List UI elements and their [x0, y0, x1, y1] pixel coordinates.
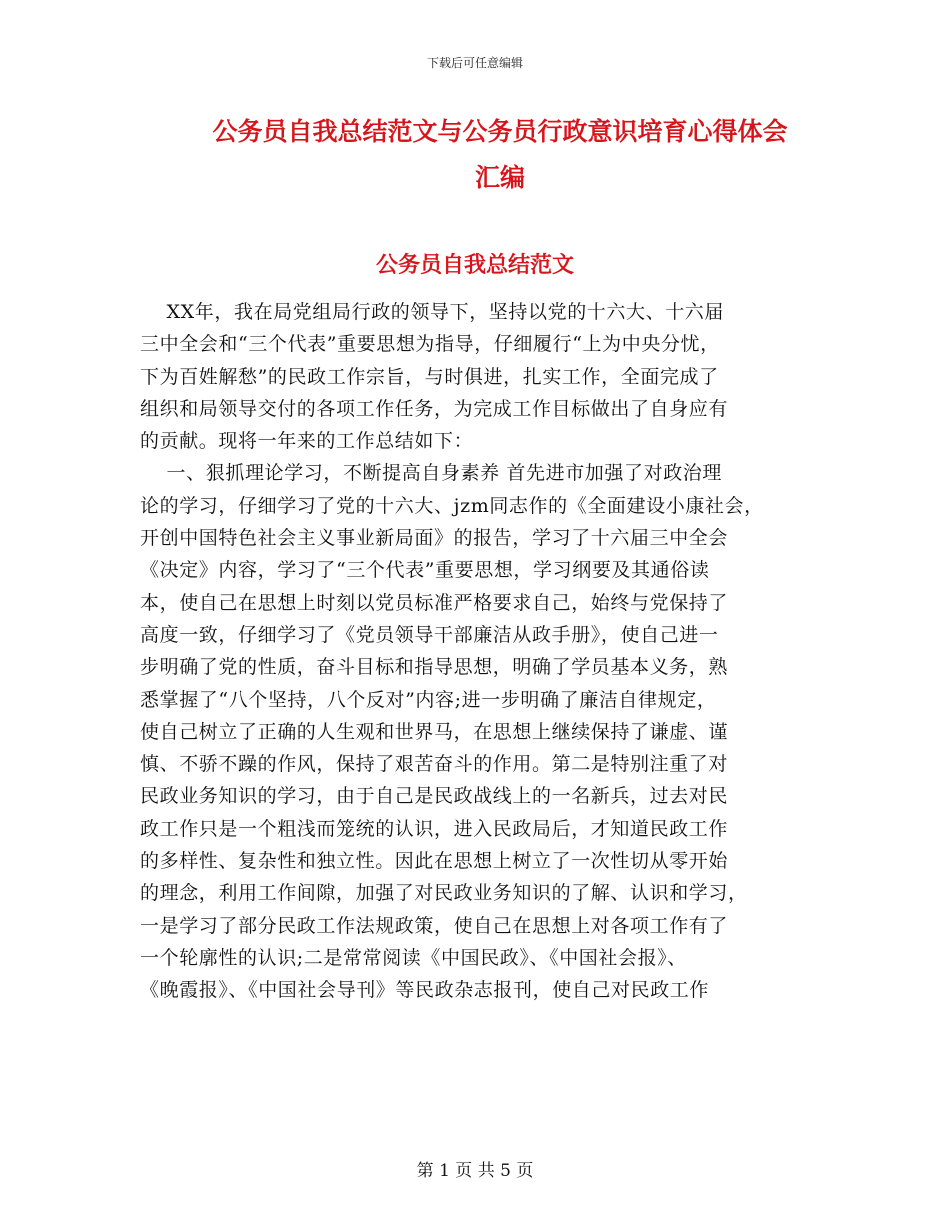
body-line: 的理念，利用工作间隙，加强了对民政业务知识的了解、认识和学习，	[140, 882, 748, 905]
header-note: 下载后可任意编辑	[426, 56, 523, 70]
body-line: 开创中国特色社会主义事业新局面》的报告，学习了十六届三中全会	[140, 527, 729, 550]
body-line: 慎、不骄不躁的作风，保持了艰苦奋斗的作用。第二是特别注重了对	[140, 753, 729, 776]
body-line: 的多样性、复杂性和独立性。因此在思想上树立了一次性切从零开始	[140, 850, 729, 873]
body-line: 的贡献。现将一年来的工作总结如下：	[140, 430, 474, 453]
body-line: 《晚霞报》、《中国社会导刊》等民政杂志报刊，使自己对民政工作	[140, 979, 710, 1002]
document-title	[190, 112, 810, 198]
body-line: 悉掌握了“八个坚持，八个反对”内容;进一步明确了廉洁自律规定，	[140, 688, 717, 711]
body-line: 一、狠抓理论学习，不断提高自身素养 首先进市加强了对政治理	[140, 462, 722, 485]
title-line-1: 公务员自我总结范文与公务员行政意识培育心得体会	[212, 117, 788, 146]
body-line: 本，使自己在思想上时刻以党员标准严格要求自己，始终与党保持了	[140, 591, 729, 614]
body-line: 民政业务知识的学习，由于自己是民政战线上的一名新兵，过去对民	[140, 785, 729, 808]
body-line: 高度一致，仔细学习了《党员领导干部廉洁从政手册》，使自己进一	[140, 623, 719, 646]
body-line: 论的学习，仔细学习了党的十六大、jzm同志作的《全面建设小康社会，	[140, 494, 764, 517]
body-line: 一个轮廓性的认识;二是常常阅读《中国民政》、《中国社会报》、	[140, 946, 687, 969]
body-line: 组织和局领导交付的各项工作任务，为完成工作目标做出了自身应有	[140, 397, 729, 420]
body-line: 使自己树立了正确的人生观和世界马，在思想上继续保持了谦虚、谨	[140, 720, 729, 743]
body-text	[140, 296, 830, 1007]
page-footer: 第 1 页 共 5 页	[416, 1161, 534, 1181]
body-line: 《决定》内容，学习了“三个代表”重要思想，学习纲要及其通俗读	[140, 559, 710, 582]
body-line: XX年，我在局党组局行政的领导下，坚持以党的十六大、十六届	[140, 301, 725, 323]
body-line: 一是学习了部分民政工作法规政策，使自己在思想上对各项工作有了	[140, 914, 729, 937]
body-line: 政工作只是一个粗浅而笼统的认识，进入民政局后，才知道民政工作	[140, 817, 729, 840]
body-line: 步明确了党的性质，奋斗目标和指导思想，明确了学员基本义务，熟	[140, 656, 729, 679]
section-title: 公务员自我总结范文	[375, 253, 574, 278]
body-line: 三中全会和“三个代表”重要思想为指导，仔细履行“上为中央分忧，	[140, 333, 720, 356]
body-line: 下为百姓解愁”的民政工作宗旨，与时俱进，扎实工作，全面完成了	[140, 365, 719, 388]
title-line-2: 汇编	[474, 163, 525, 192]
